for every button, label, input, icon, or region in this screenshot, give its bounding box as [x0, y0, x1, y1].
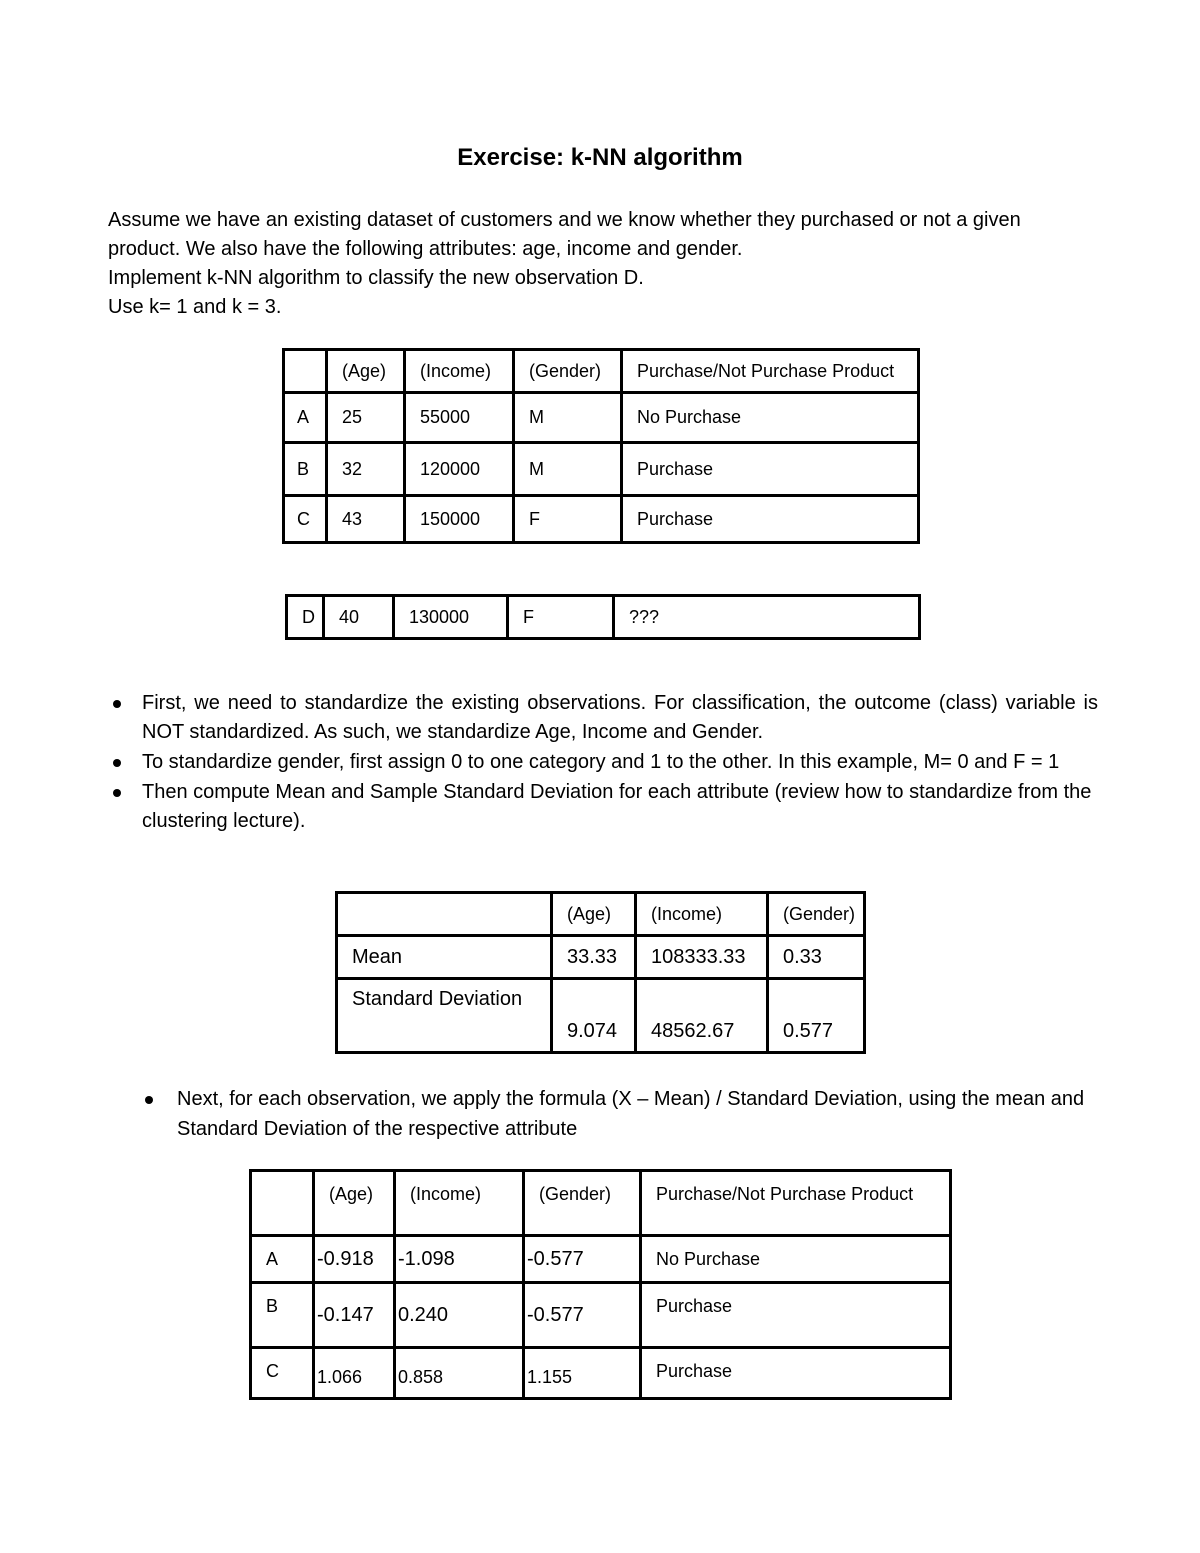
table-cell: C — [251, 1348, 314, 1399]
bullet-icon — [113, 789, 121, 797]
table-header-row — [337, 893, 865, 936]
table-cell: B — [251, 1283, 314, 1348]
table-cell: 33.33 — [552, 936, 636, 979]
table-header-cell: Purchase/Not Purchase Product — [641, 1171, 951, 1236]
bullet-icon — [113, 700, 121, 708]
table-cell: D — [287, 596, 324, 639]
table-row — [251, 1348, 951, 1399]
table-row — [284, 443, 919, 496]
list-item — [108, 689, 1098, 747]
intro-line: Assume we have an existing dataset of customers and we know whether they purchased or not a given — [108, 209, 1021, 231]
list-item-text: First, we need to standardize the existing observations. For classification, the outcome (class) variable is NOT standardized. As such, we standardize Age, Income and Gender. — [142, 692, 1098, 743]
table-cell: Purchase — [622, 443, 919, 496]
table-cell: ??? — [614, 596, 920, 639]
table-cell: B — [284, 443, 327, 496]
table-cell: M — [514, 443, 622, 496]
table-cell: 1.066 — [314, 1348, 395, 1399]
table-cell: Purchase — [641, 1348, 951, 1399]
table-cell: 43 — [327, 496, 405, 543]
table-header-cell — [251, 1171, 314, 1236]
table-cell: No Purchase — [641, 1236, 951, 1283]
table-cell: 25 — [327, 393, 405, 443]
table-cell: 0.33 — [768, 936, 865, 979]
table-cell: M — [514, 393, 622, 443]
table-cell: 32 — [327, 443, 405, 496]
table-cell: Mean — [337, 936, 552, 979]
table-cell: 0.577 — [768, 979, 865, 1053]
table-row — [287, 596, 920, 639]
table-header-cell: Purchase/Not Purchase Product — [622, 350, 919, 393]
list-item — [108, 778, 1098, 836]
table-cell: -0.577 — [524, 1236, 641, 1283]
list-item-text: Next, for each observation, we apply the formula (X – Mean) / Standard Deviation, using the mean and Standard Deviation of the respective attribute — [177, 1088, 1085, 1140]
table-cell: Purchase — [622, 496, 919, 543]
table-cell: A — [251, 1236, 314, 1283]
table-cell: 150000 — [405, 496, 514, 543]
table-cell: -0.147 — [314, 1283, 395, 1348]
table-header-row — [284, 350, 919, 393]
table-header-cell — [337, 893, 552, 936]
standardized-table — [249, 1169, 952, 1400]
intro-paragraph — [108, 206, 1098, 322]
table-cell: Standard Deviation — [337, 979, 552, 1053]
intro-line: Implement k-NN algorithm to classify the new observation D. — [108, 267, 644, 289]
table-row — [337, 936, 865, 979]
table-header-cell: (Age) — [314, 1171, 395, 1236]
list-item-text: Then compute Mean and Sample Standard Deviation for each attribute (review how to standardize from the clustering lecture). — [142, 781, 1092, 832]
table-row — [284, 393, 919, 443]
table-row — [284, 496, 919, 543]
table-cell: -0.918 — [314, 1236, 395, 1283]
table-header-cell: (Income) — [405, 350, 514, 393]
table-row — [337, 979, 865, 1053]
observations-table — [282, 348, 920, 544]
intro-line: Use k= 1 and k = 3. — [108, 296, 282, 318]
table-cell: No Purchase — [622, 393, 919, 443]
table-cell: C — [284, 496, 327, 543]
table-row — [251, 1236, 951, 1283]
table-cell: 40 — [324, 596, 394, 639]
table-cell: A — [284, 393, 327, 443]
bullet-list — [108, 689, 1098, 837]
intro-line: product. We also have the following attributes: age, income and gender. — [108, 238, 743, 260]
table-cell: 0.858 — [395, 1348, 524, 1399]
table-cell: Purchase — [641, 1283, 951, 1348]
table-cell: 0.240 — [395, 1283, 524, 1348]
table-cell: -1.098 — [395, 1236, 524, 1283]
table-header-cell: (Gender) — [514, 350, 622, 393]
table-cell: 108333.33 — [636, 936, 768, 979]
table-cell: 130000 — [394, 596, 508, 639]
table-header-cell — [284, 350, 327, 393]
bullet-icon — [145, 1096, 153, 1104]
table-cell: -0.577 — [524, 1283, 641, 1348]
new-observation-table — [285, 594, 921, 640]
table-row — [251, 1283, 951, 1348]
table-cell: 9.074 — [552, 979, 636, 1053]
table-cell: F — [508, 596, 614, 639]
table-header-cell: (Gender) — [768, 893, 865, 936]
list-item — [108, 748, 1098, 777]
table-header-cell: (Income) — [395, 1171, 524, 1236]
table-cell: 55000 — [405, 393, 514, 443]
table-cell: 48562.67 — [636, 979, 768, 1053]
table-header-cell: (Income) — [636, 893, 768, 936]
list-item-text: To standardize gender, first assign 0 to one category and 1 to the other. In this example, M= 0 and F = 1 — [142, 751, 1060, 773]
page-title: Exercise: k-NN algorithm — [457, 144, 743, 171]
table-header-cell: (Age) — [327, 350, 405, 393]
table-header-cell: (Age) — [552, 893, 636, 936]
bullet-icon — [113, 759, 121, 767]
table-header-row — [251, 1171, 951, 1236]
table-header-cell: (Gender) — [524, 1171, 641, 1236]
list-item — [143, 1084, 1137, 1144]
table-cell: 120000 — [405, 443, 514, 496]
table-cell: 1.155 — [524, 1348, 641, 1399]
table-cell: F — [514, 496, 622, 543]
mean-sd-table — [335, 891, 866, 1054]
